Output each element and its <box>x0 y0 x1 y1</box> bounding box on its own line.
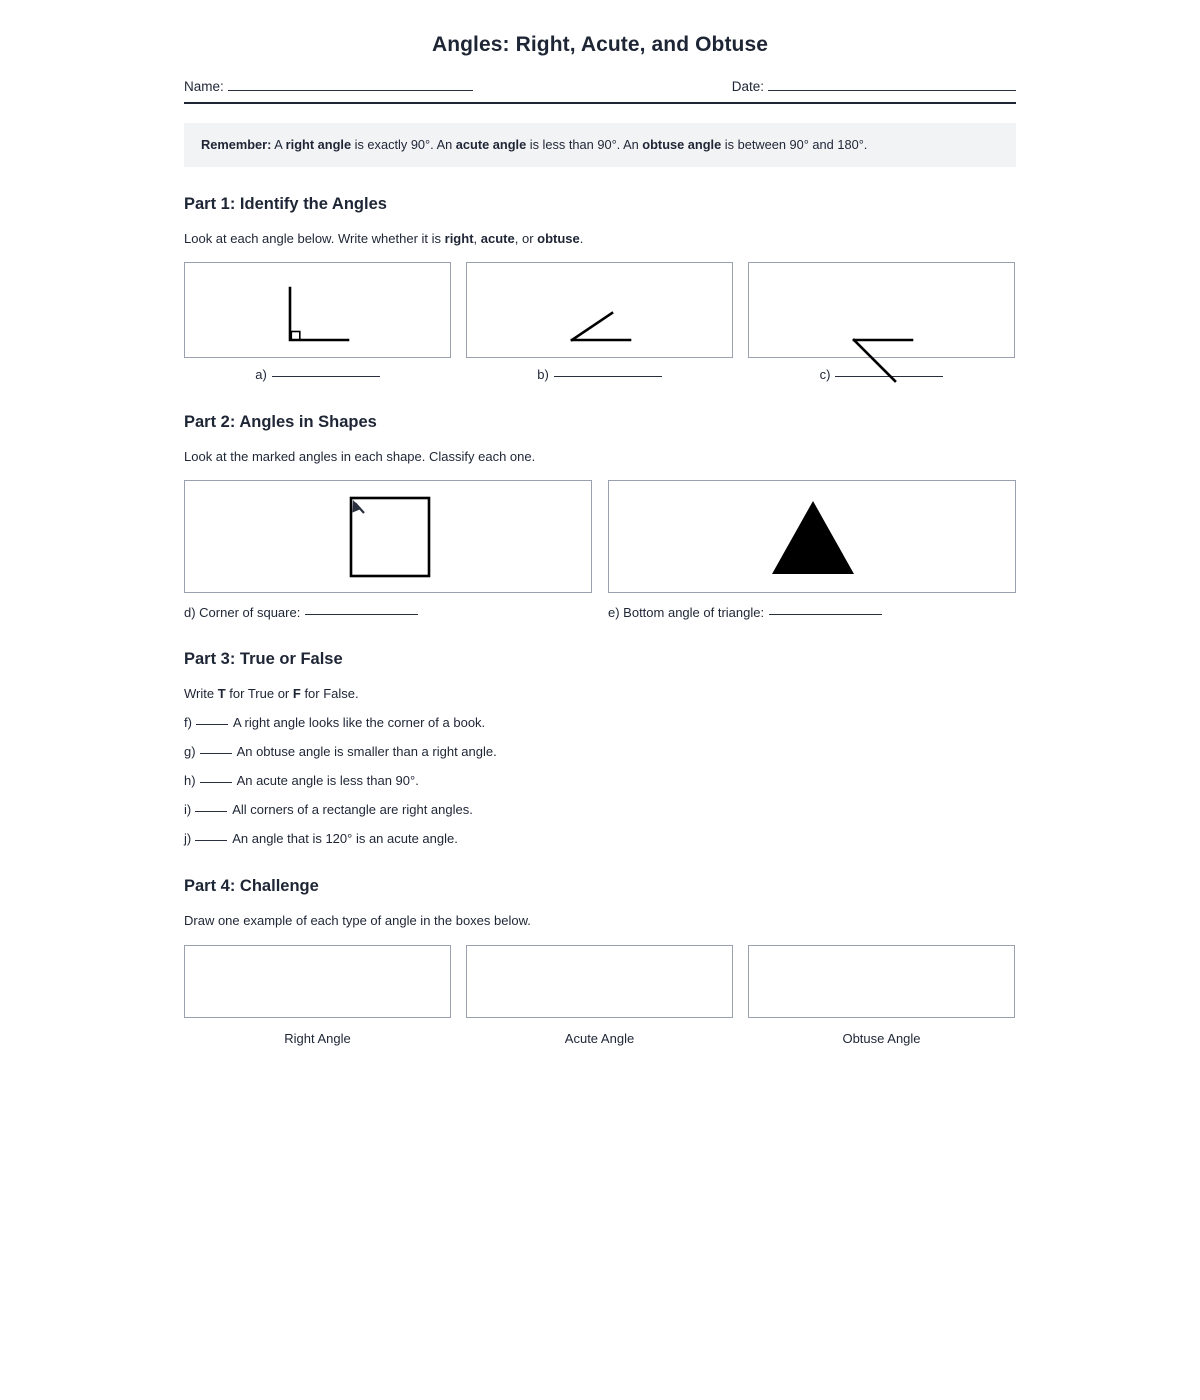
part2-item-d <box>184 480 592 620</box>
draw-box-right-angle[interactable] <box>184 945 451 1018</box>
part2-shape-boxes <box>184 480 1016 620</box>
part1-term-right: right <box>444 230 474 246</box>
remember-term-obtuse: obtuse angle <box>642 137 722 152</box>
part1-term-obtuse: obtuse <box>537 230 580 246</box>
part1-answer-a <box>184 367 451 382</box>
part3-text-i: All corners of a rectangle are right angles. <box>232 801 473 817</box>
part1-instruction-text-1: Look at each angle below. Write whether it is <box>184 230 445 246</box>
header-divider <box>184 102 1016 104</box>
part4-item-right <box>184 945 451 1046</box>
part3-item-f <box>184 715 1016 730</box>
part3-instruction <box>184 686 1016 701</box>
name-write-line[interactable] <box>228 90 473 91</box>
part3-text-g: An obtuse angle is smaller than a right angle. <box>236 743 497 759</box>
part2-label-e: e) Bottom angle of triangle: <box>608 604 765 620</box>
corner-marker-arrow <box>353 500 365 513</box>
part2-blank-e[interactable] <box>769 614 882 615</box>
part1-heading: Part 1: Identify the Angles <box>184 194 387 213</box>
part2-blank-d[interactable] <box>305 614 418 615</box>
part1-item-b <box>466 262 733 382</box>
part3-text-f: A right angle looks like the corner of a book. <box>232 714 486 730</box>
remember-text-3: is less than 90°. An <box>526 137 643 152</box>
remember-text-2: is exactly 90°. An <box>351 137 456 152</box>
part1-item-c <box>748 262 1015 382</box>
part2-answer-d <box>184 605 592 620</box>
part1-instruction-text-3: , or <box>514 230 538 246</box>
part4-item-obtuse <box>748 945 1015 1046</box>
part1-instruction-text-2: , <box>473 230 481 246</box>
part3-blank-h[interactable] <box>200 782 232 783</box>
name-date-row <box>184 79 1016 94</box>
part1-answer-b <box>466 367 733 382</box>
page-title: Angles: Right, Acute, and Obtuse <box>431 33 769 56</box>
part3-instruction-text-3: for False. <box>300 685 359 701</box>
part3-letter-false: F <box>292 685 301 701</box>
worksheet-content <box>184 0 1016 1046</box>
part1-term-acute: acute <box>480 230 515 246</box>
remember-term-acute: acute angle <box>455 137 527 152</box>
part3-item-g <box>184 744 1016 759</box>
remember-text-1: A <box>271 137 286 152</box>
triangle-shape-diagram <box>609 481 1017 594</box>
obtuse-angle-diagram <box>749 263 1016 359</box>
part3-text-h: An acute angle is less than 90°. <box>236 772 419 788</box>
part3-item-j <box>184 831 1016 846</box>
part3-tag-j: j) <box>184 830 192 846</box>
part3-tag-g: g) <box>184 743 196 759</box>
part2-heading: Part 2: Angles in Shapes <box>184 412 377 431</box>
part2-instruction: Look at the marked angles in each shape. Classify each one. <box>184 448 536 464</box>
part1-instruction-text-4: . <box>579 230 584 246</box>
part1-label-c: c) <box>819 366 831 382</box>
part1-blank-b[interactable] <box>554 376 662 377</box>
part3-blank-g[interactable] <box>200 753 232 754</box>
part1-item-a <box>184 262 451 382</box>
part4-item-acute <box>466 945 733 1046</box>
part1-label-a: a) <box>255 366 267 382</box>
part3-tag-h: h) <box>184 772 196 788</box>
draw-label-obtuse-angle: Obtuse Angle <box>842 1030 921 1046</box>
acute-angle-diagram <box>467 263 734 359</box>
acute-angle-box <box>466 262 733 358</box>
part3-blank-i[interactable] <box>195 811 227 812</box>
part3-statement-list <box>184 715 1016 846</box>
part1-instruction <box>184 231 1016 246</box>
square-shape-box <box>184 480 592 593</box>
part2-answer-e <box>608 605 1016 620</box>
part1-label-b: b) <box>537 366 549 382</box>
part2-item-e <box>608 480 1016 620</box>
part3-blank-j[interactable] <box>195 840 227 841</box>
right-angle-box <box>184 262 451 358</box>
part4-heading: Part 4: Challenge <box>184 876 319 895</box>
date-write-line[interactable] <box>768 90 1016 91</box>
obtuse-angle-box <box>748 262 1015 358</box>
draw-label-right-angle: Right Angle <box>284 1030 351 1046</box>
part3-letter-true: T <box>217 685 226 701</box>
part3-item-h <box>184 773 1016 788</box>
date-field[interactable] <box>732 79 1016 94</box>
part3-instruction-text-1: Write <box>184 685 218 701</box>
triangle-shape-box <box>608 480 1016 593</box>
part3-blank-f[interactable] <box>196 724 228 725</box>
part3-instruction-text-2: for True or <box>225 685 293 701</box>
remember-term-right: right angle <box>285 137 352 152</box>
part4-instruction: Draw one example of each type of angle in the boxes below. <box>184 912 531 928</box>
part3-item-i <box>184 802 1016 817</box>
part4-draw-boxes <box>184 945 1016 1046</box>
part1-angle-boxes <box>184 262 1016 382</box>
part3-tag-i: i) <box>184 801 192 817</box>
part2-label-d: d) Corner of square: <box>184 604 301 620</box>
draw-label-acute-angle: Acute Angle <box>564 1030 635 1046</box>
name-field[interactable] <box>184 79 473 94</box>
part1-blank-a[interactable] <box>272 376 380 377</box>
right-angle-diagram <box>185 263 452 359</box>
draw-box-obtuse-angle[interactable] <box>748 945 1015 1018</box>
name-label: Name: <box>184 79 224 94</box>
part3-tag-f: f) <box>184 714 192 730</box>
square-shape-diagram <box>185 481 593 594</box>
remember-text-4: is between 90° and 180°. <box>721 137 868 152</box>
date-label: Date: <box>731 79 764 94</box>
remember-lead: Remember: <box>201 137 272 152</box>
remember-banner <box>184 123 1016 167</box>
draw-box-acute-angle[interactable] <box>466 945 733 1018</box>
part3-heading: Part 3: True or False <box>184 649 343 668</box>
part3-text-j: An angle that is 120° is an acute angle. <box>232 830 458 846</box>
